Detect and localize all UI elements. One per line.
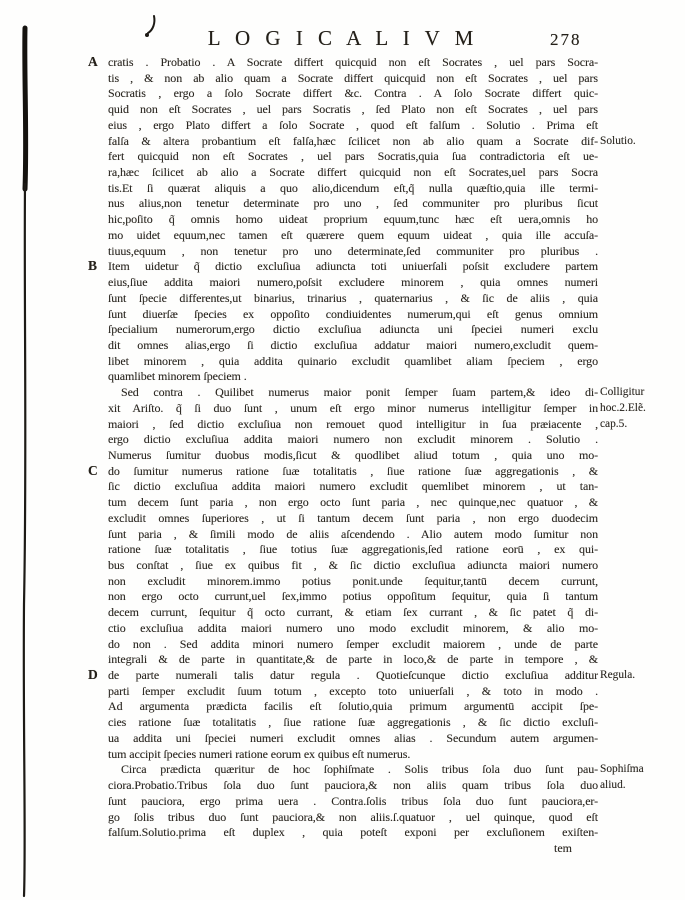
body-line: Ad argumenta prædicta facilis eſt ſolutio,quia primum argumentū accipit ſpe- [108, 699, 598, 714]
catchword: tem [554, 841, 572, 855]
body-line: cies ratione ſuæ totalitatis , ſiue ratione ſuæ aggregationis , & ſic dictio excluſi- [108, 715, 598, 730]
body-line: do non . Sed addita minori numero ſemper excludit maiorem , unde de parte [108, 636, 598, 651]
body-line: ſic dictio excluſiua addita maiori numero excludit quemlibet minorem , ut tan- [108, 479, 598, 494]
body-line: parti ſemper excludit ſuum totum , excepto toto uniuerſali , & toto in modo . [108, 683, 598, 698]
body-line: ratione ſuæ totalitatis , ſiue totius ſuæ aggregationis,ſed ratione eorū , ex qui- [108, 542, 598, 557]
body-line: eius,ſiue addita maiori numero,poſsit excludere minorem , quia omnes numeri [108, 275, 598, 290]
body-line: ctio excluſiua addita maiori numero uno modo excludit minorem, & alio mo- [108, 620, 598, 635]
body-line: excludit omnes ſuperiores , ut ſi tantum decem ſunt paria , non ergo duodecim [108, 510, 598, 525]
page-number: 278 [550, 30, 582, 49]
body-line: do ſumitur numerus ratione ſuæ totalitatis , ſiue ratione ſuæ aggregationis , & [108, 463, 598, 478]
body-line: hic,poſito q̃ omnis homo uideat proprium equum,tunc hæc eſt uera,omnis ho [108, 212, 598, 227]
margin-note: Regula. [600, 669, 636, 682]
body-line: non excludit minorem.immo potius ponit.unde ſequitur,tantū decem currunt, [108, 573, 598, 588]
binding-edge-mark [16, 24, 32, 900]
running-title: L O G I C A L I V M [207, 26, 479, 50]
body-line: nus alius,non tenetur determinate pro uno , ſed communiter pro pluribus ſicut [108, 196, 598, 211]
body-line: ra,hæc ſcilicet ab alio a Socrate differt quicquid non eſt Socrates,uel pars Socra [108, 165, 598, 180]
body-line: fert quicquid non eſt Socrates , uel pars Socratis,quia ſua contradictoria eſt ue- [108, 149, 598, 164]
body-line: tiuus,equum , non tenetur pro uno determinate,ſed communiter pro pluribus . [108, 243, 598, 258]
section-letter: C [88, 462, 98, 478]
margin-note: Solutio. [600, 134, 636, 147]
body-line: bus conſtat , ſiue ex quibus fit , & ſic dictio excluſiua adiuncta maiori numero [108, 558, 598, 572]
body-line: ſunt paria , & ſimili modo de aliis aſcendendo . Alio autem modo ſumitur non [108, 526, 598, 541]
body-line: integrali & de parte in quantitate,& de parte in loco,& de parte in tempore , & [108, 652, 598, 667]
body-line: non ergo octo currunt,uel ſex,immo potius oppoſitum ſequitur, quia ſi tantum [108, 589, 598, 604]
body-line: dit omnes alias,ergo ſi dictio excluſiua addatur maiori numero,excludit quem- [108, 337, 598, 352]
body-line: Item uidetur q̃ dictio excluſiua adiuncta toti uniuerſali poſsit excludere partem [108, 259, 598, 274]
body-line: libet minorem , quia addita quinario excludit quamlibet aliam ſpeciem , ergo [108, 353, 598, 368]
margin-note: hoc.2.Elẽ. [600, 401, 646, 414]
body-line: ſpecialium numerorum,ergo dictio excluſiua adiuncta uni ſpeciei numeri exclu [108, 322, 598, 337]
body-line: go ſolis tribus duo ſunt pauciora,& non aliis.ſ.quatuor , uel quinque, quod eſt [108, 809, 598, 824]
body-line: falſum.Solutio.prima eſt duplex , quia poteſt exponi per excluſionem exiſten- [108, 825, 598, 840]
section-letter: D [88, 667, 98, 683]
body-line: quid non eſt Socrates , uel pars Socratis , ſed Plato non eſt Socrates , uel pars [108, 102, 598, 117]
body-line: tis.Et ſi quærat aliquis a quo alio,dicendum eſt,q̃ nulla quæſtio,quia ille termi- [108, 180, 598, 195]
body-line: Numerus ſumitur duobus modis,ſicut & quodlibet aliud totum , quia uno mo- [108, 447, 598, 462]
body-line: tis , & non ab alio quam a Socrate differt quicquid non eſt Socrates , uel pars [108, 70, 598, 85]
body-line: tum accipit ſpecies numeri ratione eorum ex quibus eſt numerus. [108, 746, 411, 761]
body-line: maiori , ſed dictio excluſiua non remouet quod intelligitur in ſua præiacente , [108, 416, 598, 431]
margin-note: Sophiſma [600, 763, 644, 776]
text-block [108, 55, 598, 841]
body-line: ſunt pauciora, ergo prima uera . Contra.ſolis tribus ſola duo ſunt pauciora,er- [108, 793, 598, 808]
body-line: ciora.Probatio.Tribus ſola duo ſunt pauciora,& non aliis quam tribus ſola duo [108, 778, 598, 793]
body-line: quamlibet minorem ſpeciem . [108, 369, 247, 384]
body-line: decem currunt, ſequitur q̃ octo currant, & etiam ſex currant , & ſic patet q̃ di- [108, 605, 598, 620]
body-line: eius , ergo Plato differt a ſolo Socrate , quod eſt falſum . Solutio . Prima eſt [108, 117, 598, 132]
body-line: Circa prædicta quæritur de hoc ſophiſmate . Solis tribus ſola duo ſunt pau- [121, 762, 598, 777]
body-line: Socratis , ergo a ſolo Socrate differt &c. Contra . A ſolo Socrate differt quic- [108, 86, 598, 101]
body-line: cratis . Probatio . A Socrate differt quicquid non eſt Socrates , uel pars Socra- [108, 55, 598, 69]
body-line: Sed contra . Quilibet numerus maior ponit ſemper ſuam partem,& ideo di- [121, 385, 598, 400]
section-letter: B [88, 258, 98, 274]
margin-note: cap.5. [600, 417, 628, 430]
body-line: tum decem ſunt paria , non ergo octo ſunt paria , nec quinque,nec quatuor , & [108, 495, 598, 510]
body-line: ſunt diuerſæ ſpecies ex oppoſito condiuidentes numerum,qui eſt genus omnium [108, 306, 598, 321]
margin-note: Colligitur [600, 386, 645, 399]
section-letter: A [88, 54, 98, 69]
margin-note: aliud. [600, 779, 626, 792]
body-line: ergo dictio excluſiua addita maiori numero non excludit minorem . Solutio . [108, 432, 598, 447]
body-line: ua addita uni ſpeciei numeri excludit omnes alias . Secundum autem argumen- [108, 730, 598, 745]
body-line: mo uidet equum,nec tamen eſt quærere quem equum uideat , quia ille accuſa- [108, 227, 598, 242]
body-line: xit Ariſto. q̃ ſi duo ſunt , unum eſt ergo minor numerus intelligitur ſemper in [108, 400, 598, 415]
body-line: de parte numerali talis datur regula . Quotieſcunque dictio excluſiua additur [108, 668, 598, 683]
body-line: ſunt ſpecie differentes,ut binarius, trinarius , quaternarius , & ſic de aliis , quia [108, 290, 598, 305]
body-line: falſa & altera probantium eſt falſa,hæc ſcilicet non ab alio quam a Socrate dif- [108, 133, 598, 148]
